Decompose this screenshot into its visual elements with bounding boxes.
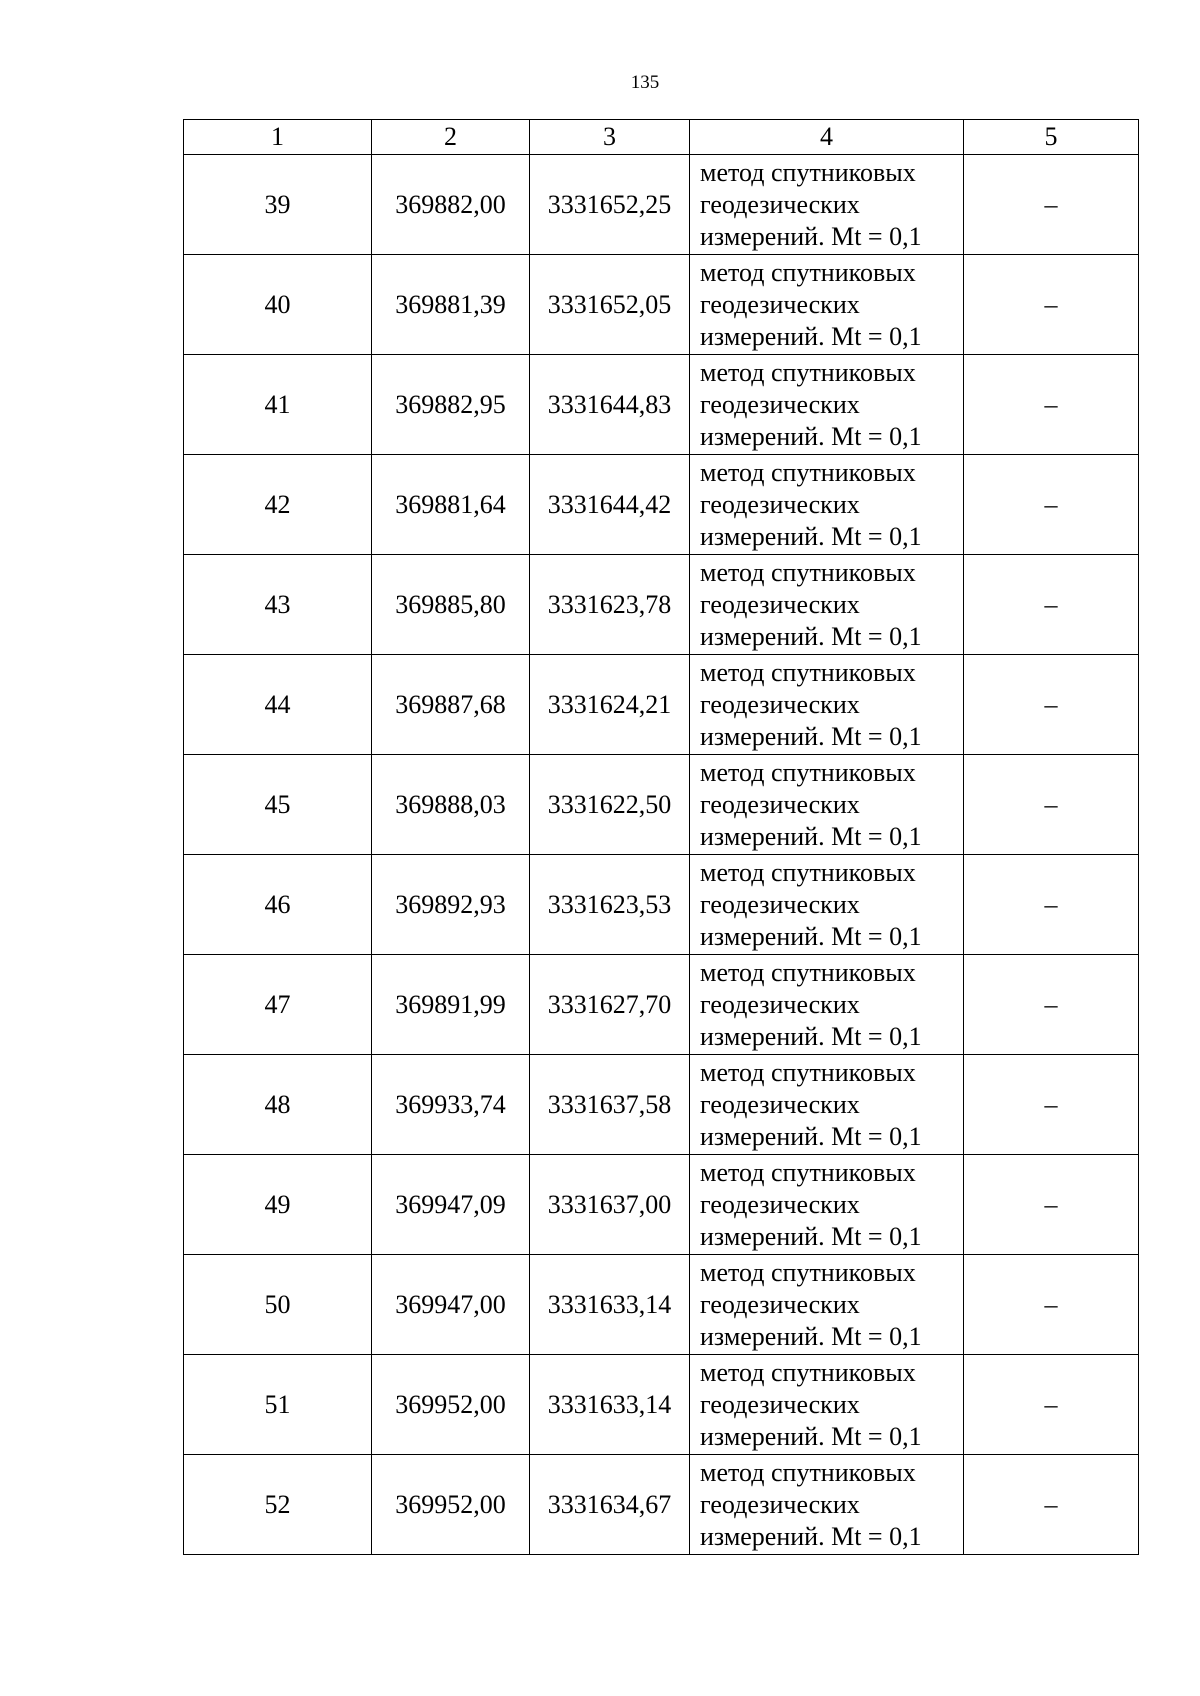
table-row [184, 1255, 1139, 1355]
method-line: измерений. Mt = 0,1 [700, 1521, 922, 1551]
method-line: метод спутниковых [700, 557, 916, 587]
x-coordinate-cell: 369882,95 [372, 355, 530, 455]
table-row [184, 155, 1139, 255]
column-5-cell: – [964, 455, 1139, 555]
column-5-cell: – [964, 655, 1139, 755]
x-coordinate-cell: 369933,74 [372, 1055, 530, 1155]
method-line: измерений. Mt = 0,1 [700, 521, 922, 551]
method-line: метод спутниковых [700, 1457, 916, 1487]
y-coordinate-cell: 3331623,53 [530, 855, 690, 955]
method-cell [690, 555, 964, 655]
method-line: измерений. Mt = 0,1 [700, 1121, 922, 1151]
method-line: геодезических [700, 489, 860, 519]
method-line: геодезических [700, 189, 860, 219]
table-row [184, 355, 1139, 455]
method-line: геодезических [700, 1489, 860, 1519]
method-line: метод спутниковых [700, 757, 916, 787]
column-5-cell: – [964, 555, 1139, 655]
point-number-cell: 44 [184, 655, 372, 755]
method-line: метод спутниковых [700, 1157, 916, 1187]
y-coordinate-cell: 3331634,67 [530, 1455, 690, 1555]
point-number-cell: 51 [184, 1355, 372, 1455]
x-coordinate-cell: 369952,00 [372, 1455, 530, 1555]
point-number-cell: 42 [184, 455, 372, 555]
method-line: метод спутниковых [700, 257, 916, 287]
y-coordinate-cell: 3331637,58 [530, 1055, 690, 1155]
method-line: геодезических [700, 589, 860, 619]
x-coordinate-cell: 369887,68 [372, 655, 530, 755]
method-line: измерений. Mt = 0,1 [700, 421, 922, 451]
x-coordinate-cell: 369952,00 [372, 1355, 530, 1455]
point-number-cell: 52 [184, 1455, 372, 1555]
method-line: метод спутниковых [700, 357, 916, 387]
method-line: метод спутниковых [700, 157, 916, 187]
method-cell [690, 455, 964, 555]
y-coordinate-cell: 3331627,70 [530, 955, 690, 1055]
y-coordinate-cell: 3331624,21 [530, 655, 690, 755]
x-coordinate-cell: 369892,93 [372, 855, 530, 955]
method-line: геодезических [700, 389, 860, 419]
y-coordinate-cell: 3331622,50 [530, 755, 690, 855]
method-line: геодезических [700, 289, 860, 319]
method-line: метод спутниковых [700, 1057, 916, 1087]
method-line: измерений. Mt = 0,1 [700, 721, 922, 751]
method-line: измерений. Mt = 0,1 [700, 1221, 922, 1251]
column-5-cell: – [964, 355, 1139, 455]
method-line: измерений. Mt = 0,1 [700, 221, 922, 251]
method-cell [690, 655, 964, 755]
method-line: измерений. Mt = 0,1 [700, 1021, 922, 1051]
table-row [184, 255, 1139, 355]
table-row [184, 755, 1139, 855]
header-cell-4: 4 [690, 120, 964, 155]
header-cell-5: 5 [964, 120, 1139, 155]
method-line: геодезических [700, 1189, 860, 1219]
x-coordinate-cell: 369881,39 [372, 255, 530, 355]
table-row [184, 555, 1139, 655]
table-row [184, 855, 1139, 955]
x-coordinate-cell: 369881,64 [372, 455, 530, 555]
point-number-cell: 46 [184, 855, 372, 955]
method-line: метод спутниковых [700, 457, 916, 487]
y-coordinate-cell: 3331637,00 [530, 1155, 690, 1255]
header-cell-2: 2 [372, 120, 530, 155]
table-row [184, 1155, 1139, 1255]
method-line: метод спутниковых [700, 1357, 916, 1387]
point-number-cell: 40 [184, 255, 372, 355]
method-cell [690, 1355, 964, 1455]
point-number-cell: 48 [184, 1055, 372, 1155]
column-5-cell: – [964, 1455, 1139, 1555]
column-5-cell: – [964, 855, 1139, 955]
column-5-cell: – [964, 1055, 1139, 1155]
method-line: геодезических [700, 889, 860, 919]
coordinates-table-container [183, 119, 1138, 1555]
method-cell [690, 1155, 964, 1255]
method-line: метод спутниковых [700, 1257, 916, 1287]
x-coordinate-cell: 369947,09 [372, 1155, 530, 1255]
method-line: измерений. Mt = 0,1 [700, 1421, 922, 1451]
method-line: измерений. Mt = 0,1 [700, 821, 922, 851]
method-cell [690, 1255, 964, 1355]
method-line: измерений. Mt = 0,1 [700, 621, 922, 651]
method-line: метод спутниковых [700, 657, 916, 687]
x-coordinate-cell: 369882,00 [372, 155, 530, 255]
point-number-cell: 39 [184, 155, 372, 255]
y-coordinate-cell: 3331644,83 [530, 355, 690, 455]
method-cell [690, 755, 964, 855]
method-line: геодезических [700, 1389, 860, 1419]
method-line: измерений. Mt = 0,1 [700, 921, 922, 951]
point-number-cell: 49 [184, 1155, 372, 1255]
table-row [184, 1455, 1139, 1555]
point-number-cell: 50 [184, 1255, 372, 1355]
method-line: метод спутниковых [700, 957, 916, 987]
page-number: 135 [630, 72, 660, 93]
method-cell [690, 1055, 964, 1155]
table-body [184, 155, 1139, 1555]
header-cell-3: 3 [530, 120, 690, 155]
method-line: метод спутниковых [700, 857, 916, 887]
y-coordinate-cell: 3331623,78 [530, 555, 690, 655]
table-row [184, 1055, 1139, 1155]
column-5-cell: – [964, 1255, 1139, 1355]
header-cell-1: 1 [184, 120, 372, 155]
column-5-cell: – [964, 255, 1139, 355]
method-cell [690, 355, 964, 455]
table-row [184, 955, 1139, 1055]
column-5-cell: – [964, 1155, 1139, 1255]
method-cell [690, 255, 964, 355]
column-5-cell: – [964, 1355, 1139, 1455]
x-coordinate-cell: 369947,00 [372, 1255, 530, 1355]
x-coordinate-cell: 369888,03 [372, 755, 530, 855]
x-coordinate-cell: 369891,99 [372, 955, 530, 1055]
method-line: геодезических [700, 989, 860, 1019]
point-number-cell: 45 [184, 755, 372, 855]
x-coordinate-cell: 369885,80 [372, 555, 530, 655]
method-line: геодезических [700, 1289, 860, 1319]
method-cell [690, 1455, 964, 1555]
method-line: геодезических [700, 1089, 860, 1119]
column-5-cell: – [964, 955, 1139, 1055]
method-cell [690, 155, 964, 255]
method-line: измерений. Mt = 0,1 [700, 1321, 922, 1351]
method-line: геодезических [700, 789, 860, 819]
point-number-cell: 43 [184, 555, 372, 655]
coordinates-table [183, 119, 1139, 1555]
point-number-cell: 47 [184, 955, 372, 1055]
y-coordinate-cell: 3331644,42 [530, 455, 690, 555]
table-row [184, 1355, 1139, 1455]
column-5-cell: – [964, 155, 1139, 255]
point-number-cell: 41 [184, 355, 372, 455]
y-coordinate-cell: 3331633,14 [530, 1355, 690, 1455]
method-line: измерений. Mt = 0,1 [700, 321, 922, 351]
header-row [184, 120, 1139, 155]
table-row [184, 655, 1139, 755]
method-cell [690, 955, 964, 1055]
method-line: геодезических [700, 689, 860, 719]
y-coordinate-cell: 3331652,25 [530, 155, 690, 255]
y-coordinate-cell: 3331652,05 [530, 255, 690, 355]
table-row [184, 455, 1139, 555]
column-5-cell: – [964, 755, 1139, 855]
method-cell [690, 855, 964, 955]
y-coordinate-cell: 3331633,14 [530, 1255, 690, 1355]
